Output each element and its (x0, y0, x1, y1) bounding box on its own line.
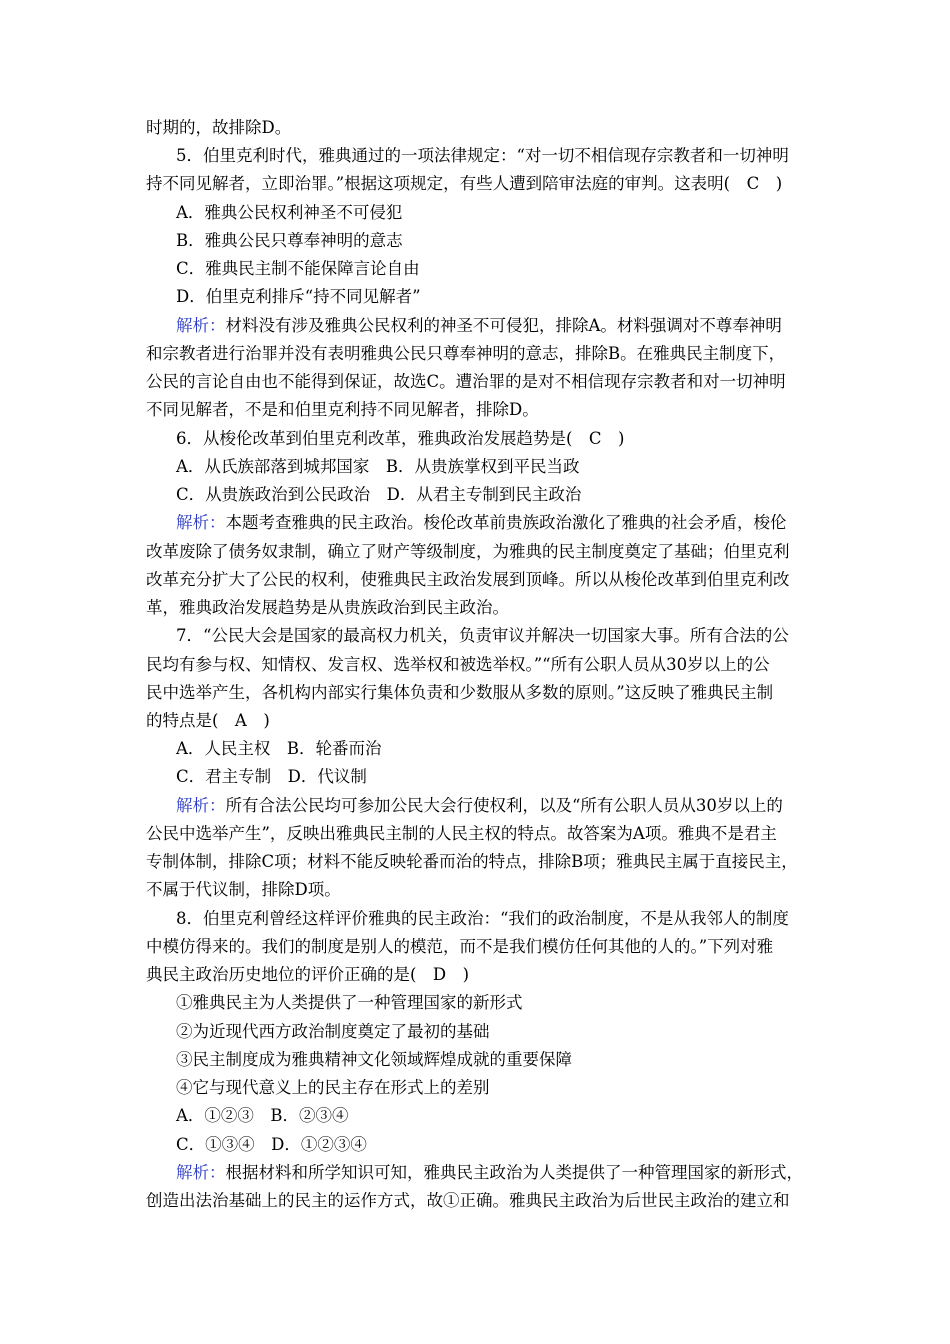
analysis-label: 解析： (176, 1163, 226, 1182)
option-line: C．从贵族政治到公民政治 D．从君主专制到民主政治 (176, 485, 582, 504)
question-7-stem: 的特点是( A ) (146, 711, 270, 730)
analysis-line: 解析：材料没有涉及雅典公民权利的神圣不可侵犯，排除A。材料强调对不尊奉神明 (176, 316, 782, 335)
option-d: D．伯里克利排斥“持不同见解者” (176, 287, 421, 306)
question-5-stem: 持不同见解者，立即治罪。”根据这项规定，有些人遭到陪审法庭的审判。这表明( C ) (146, 174, 783, 193)
option-b: B．雅典公民只尊奉神明的意志 (176, 231, 403, 250)
question-5-stem: 5．伯里克利时代，雅典通过的一项法律规定：“对一切不相信现存宗教者和一切神明 (176, 146, 789, 165)
statement-2: ②为近现代西方政治制度奠定了最初的基础 (176, 1022, 490, 1041)
question-7-stem: 民中选举产生，各机构内部实行集体负责和少数服从多数的原则。”这反映了雅典民主制 (146, 683, 774, 702)
question-7-stem: 民均有参与权、知情权、发言权、选举权和被选举权。”“所有公职人员从30岁以上的公 (146, 655, 770, 674)
statement-1: ①雅典民主为人类提供了一种管理国家的新形式 (176, 993, 523, 1012)
analysis-label: 解析： (176, 316, 226, 335)
analysis-line: 不属于代议制，排除D项。 (146, 880, 341, 899)
question-7-stem: 7．“公民大会是国家的最高权力机关，负责审议并解决一切国家大事。所有合法的公 (176, 626, 789, 645)
analysis-line: 改革充分扩大了公民的权利，使雅典民主政治发展到顶峰。所以从梭伦改革到伯里克利改 (146, 570, 790, 589)
analysis-line: 解析：所有合法公民均可参加公民大会行使权利，以及“所有公职人员从30岁以上的 (176, 796, 783, 815)
option-line: C．君主专制 D．代议制 (176, 767, 367, 786)
analysis-line: 改革废除了债务奴隶制，确立了财产等级制度，为雅典的民主制度奠定了基础；伯里克利 (146, 542, 790, 561)
option-line: A．从氏族部落到城邦国家 B．从贵族掌权到平民当政 (176, 457, 580, 476)
analysis-line: 解析：根据材料和所学知识可知，雅典民主政治为人类提供了一种管理国家的新形式， (176, 1163, 803, 1182)
analysis-line: 革，雅典政治发展趋势是从贵族政治到民主政治。 (146, 598, 509, 617)
option-line: C．①③④ D．①②③④ (176, 1135, 367, 1154)
option-c: C．雅典民主制不能保障言论自由 (176, 259, 420, 278)
question-6-stem: 6．从梭伦改革到伯里克利改革，雅典政治发展趋势是( C ) (176, 429, 625, 448)
analysis-line: 专制体制，排除C项；材料不能反映轮番而治的特点，排除B项；雅典民主属于直接民主， (146, 852, 798, 871)
analysis-line: 不同见解者，不是和伯里克利持不同见解者，排除D。 (146, 400, 539, 419)
question-8-stem: 中模仿得来的。我们的制度是别人的模范，而不是我们模仿任何其他的人的。”下列对雅 (146, 937, 774, 956)
analysis-line: 和宗教者进行治罪并没有表明雅典公民只尊奉神明的意志，排除B。在雅典民主制度下， (146, 344, 786, 363)
statement-3: ③民主制度成为雅典精神文化领域辉煌成就的重要保障 (176, 1050, 572, 1069)
text-line: 时期的，故排除D。 (146, 118, 292, 137)
option-a: A．雅典公民权利神圣不可侵犯 (176, 203, 403, 222)
analysis-label: 解析： (176, 796, 226, 815)
question-8-stem: 典民主政治历史地位的评价正确的是( D ) (146, 965, 470, 984)
analysis-line: 公民中选举产生”，反映出雅典民主制的人民主权的特点。故答案为A项。雅典不是君主 (146, 824, 777, 843)
option-line: A．①②③ B．②③④ (176, 1106, 349, 1125)
analysis-label: 解析： (176, 513, 226, 532)
analysis-line: 解析：本题考查雅典的民主政治。梭伦改革前贵族政治激化了雅典的社会矛盾，梭伦 (176, 513, 787, 532)
analysis-line: 公民的言论自由也不能得到保证，故选C。遭治罪的是对不相信现存宗教者和对一切神明 (146, 372, 786, 391)
question-8-stem: 8．伯里克利曾经这样评价雅典的民主政治：“我们的政治制度，不是从我邻人的制度 (176, 909, 789, 928)
statement-4: ④它与现代意义上的民主存在形式上的差别 (176, 1078, 490, 1097)
analysis-line: 创造出法治基础上的民主的运作方式，故①正确。雅典民主政治为后世民主政治的建立和 (146, 1191, 790, 1210)
option-line: A．人民主权 B．轮番而治 (176, 739, 382, 758)
